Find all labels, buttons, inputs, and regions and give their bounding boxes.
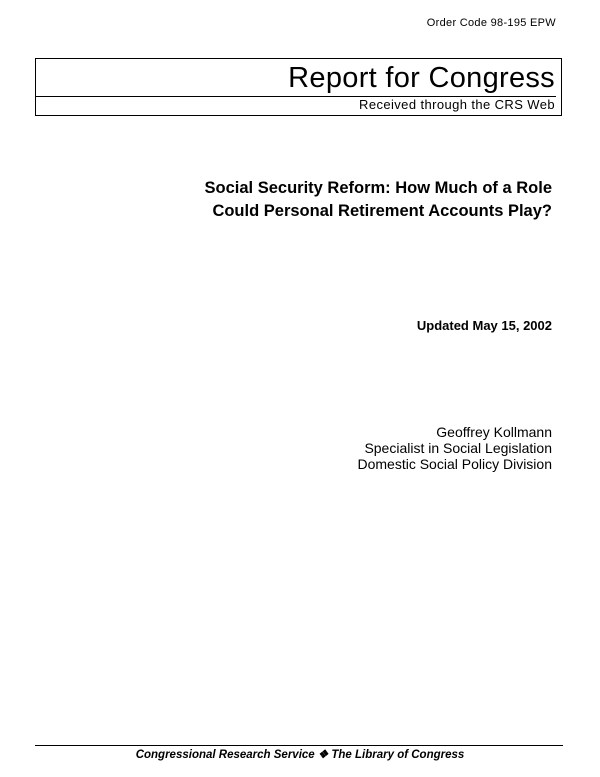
footer-text: Congressional Research Service ❖ The Library of Congress [135,749,465,761]
updated-date: Updated May 15, 2002 [416,318,552,333]
report-title-line-2: Could Personal Retirement Accounts Play? [212,202,552,220]
author-name: Geoffrey Kollmann [436,424,552,440]
report-title-line-1: Social Security Reform: How Much of a Role [204,179,552,197]
author-division: Domestic Social Policy Division [357,456,552,472]
author-position: Specialist in Social Legislation [364,440,552,456]
footer-divider [35,745,563,746]
report-header-subtitle: Received through the CRS Web [359,97,555,112]
report-header-box [35,58,562,116]
order-code: Order Code 98-195 EPW [426,17,556,29]
report-header-title: Report for Congress [288,62,555,94]
